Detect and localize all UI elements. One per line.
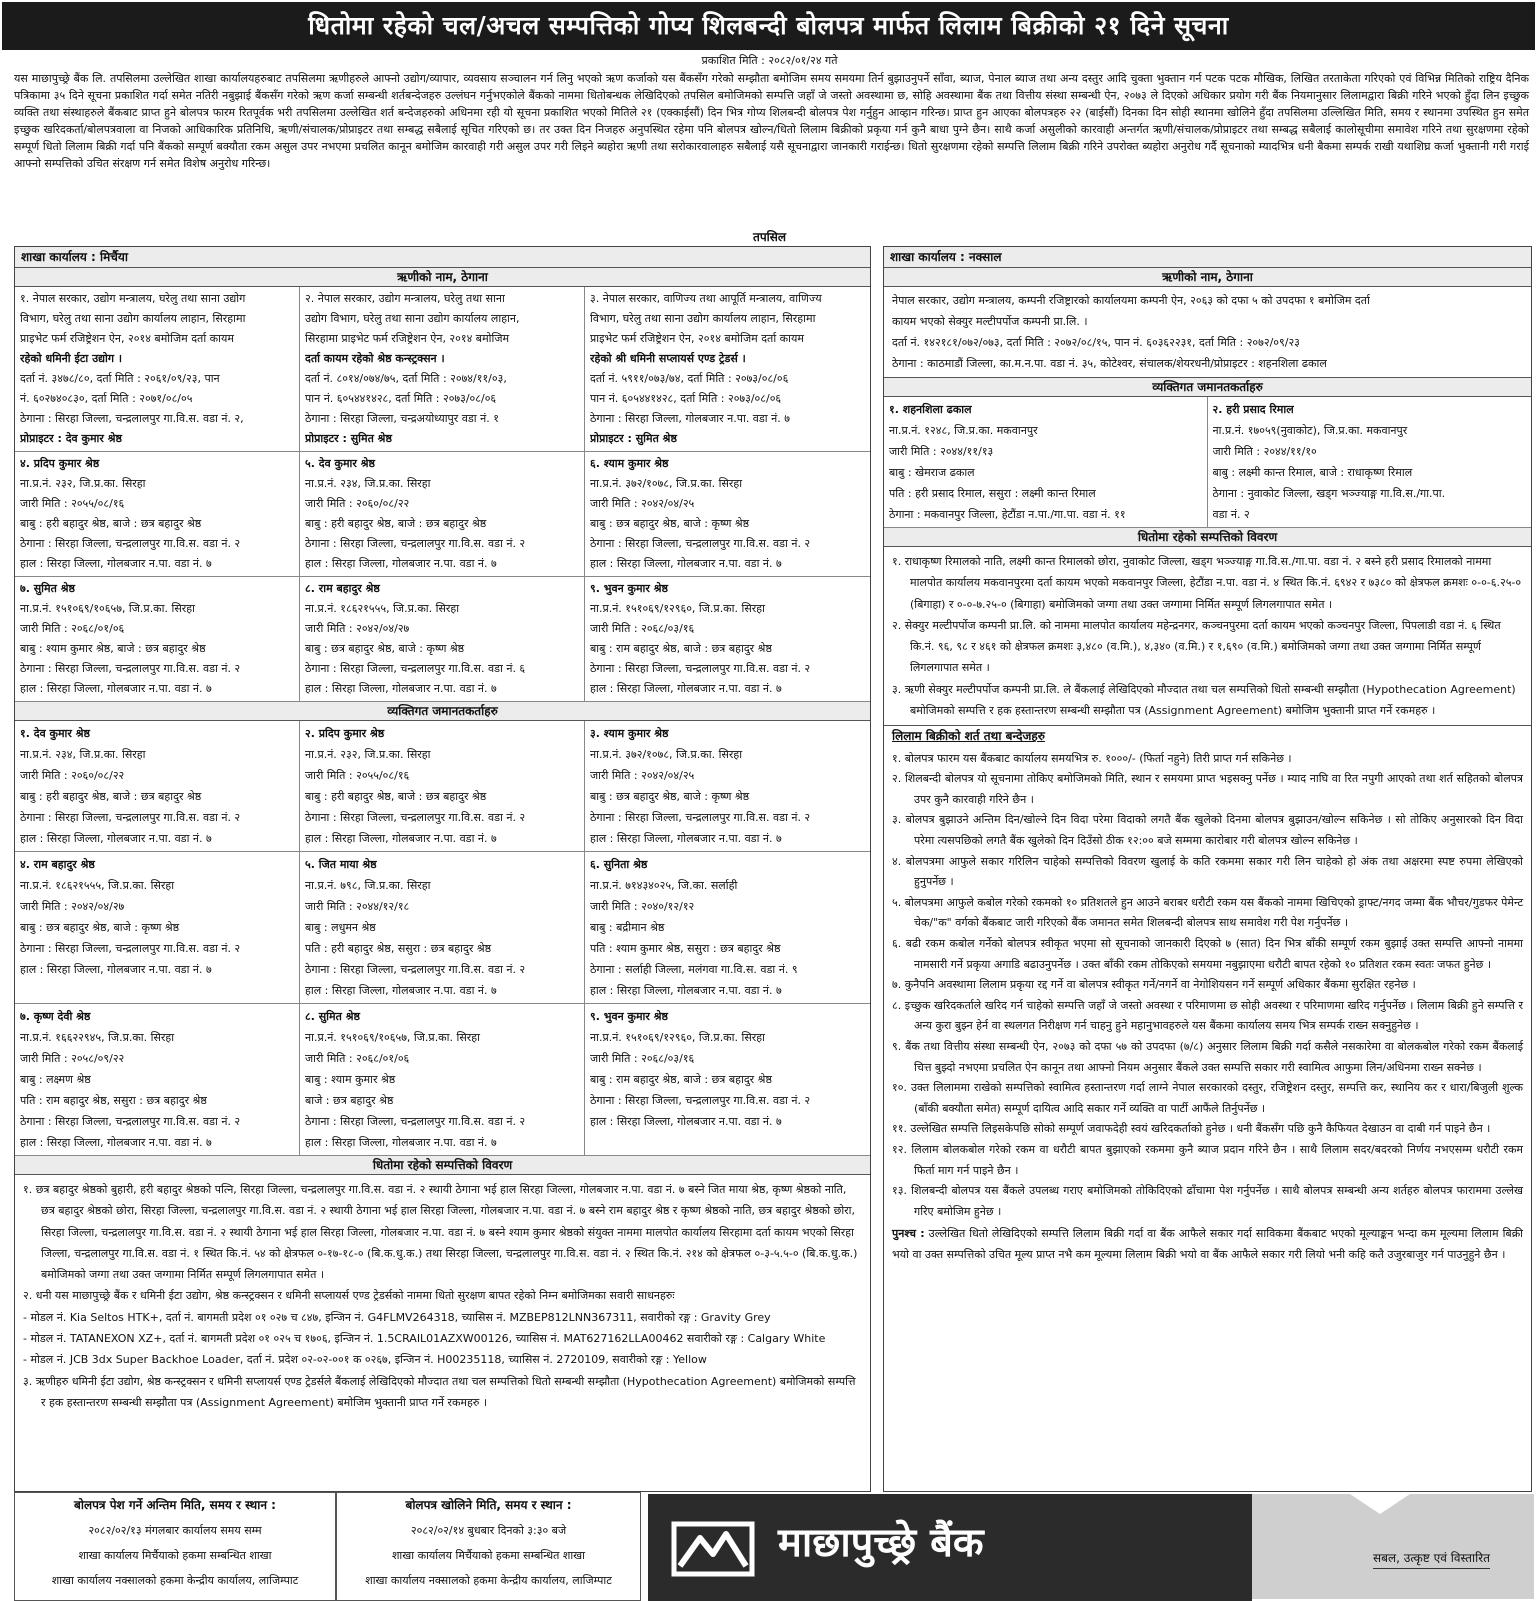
borrower-card [300, 287, 585, 452]
borrower-line: ४. प्रदिप कुमार श्रेष्ठ [20, 457, 100, 470]
opening-line: शाखा कार्यालय मिर्चैयाको हकमा सम्बन्धित शाखा [391, 1549, 586, 1562]
guarantor-heading: व्यक्तिगत जमानतकर्ताहरु [15, 702, 870, 721]
guarantor-line: बाबु : श्याम कुमार श्रेष्ठ [305, 1073, 396, 1086]
condition-item: ९. बैंक तथा वित्तीय संस्था सम्बन्धी ऐन, २०७३ को दफा ५७ को उपदफा (७/८) अनुसार लिलाम बिक्री गर्दा कसैले नसकारेमा वा बोलकबोल गरेको रकम बैंकलाई चित्त बुझ्दो नभएमा प्रचलित ऐन कानून तथा आफ्नो नियम अनुसार बैंकले उक्त सम्पत्ति सकार गरी स्वामित्व आफुमा लिन/अधिनमा राख्न सक्नेछ । [892, 1040, 1523, 1074]
borrower-line: बाबु : हरी बहादुर श्रेष्ठ, बाजे : छत्र बहादुर श्रेष्ठ [305, 517, 487, 530]
guarantor-line: जारी मिति : २०६८/०१/०६ [305, 1052, 410, 1065]
guarantor-line: ना.प्र.नं. १५१०६९/१२९६०, जि.प्र.का. सिरहा [590, 1031, 765, 1044]
guarantor-line: हाल : सिरहा जिल्ला, गोलबजार न.पा. वडा नं. ७ [20, 963, 212, 976]
guarantor-line: बाबु : बद्रीमान श्रेष्ठ [590, 921, 665, 934]
borrower-card [585, 287, 870, 452]
condition-item: ७. कुनैपनि अवस्थामा लिलाम प्रकृया रद्द गर्ने वा बोलपत्र स्वीकृत गर्ने/नगर्ने वा नेगोशियसन गर्ने सम्पूर्ण अधिकार बैंकमा सुरक्षित रहनेछ । [892, 978, 1416, 992]
guarantor-card [15, 852, 300, 1004]
borrower-line: नं. ६०२७४०८३०, दर्ता मिति : २०७१/०८/०५ [20, 392, 193, 405]
borrower-line: प्रोप्राइटर : देव कुमार श्रेष्ठ [20, 432, 122, 445]
property-item: ३. ऋणी सेक्युर मल्टीपर्पोज कम्पनी प्रा.लि. ले बैंकलाई लेखिदिएको मौज्दात तथा चल सम्पत्तिको धितो सम्बन्धी सम्झौता (Hypothecation Agreement) बमोजिमको सम्पत्ति र हक हस्तान्तरण सम्बन्धी सम्झौता पत्र (Assignment Agreement) बमोजिम भुक्तानी प्राप्त गर्ने रकमहरु । [892, 682, 1516, 718]
tagline-block [1252, 1494, 1534, 1599]
guarantor-line: हाल : सिरहा जिल्ला, गोलबजार न.पा. वडा नं. ७ [305, 832, 497, 845]
guarantor-line: ठेगाना : सिरहा जिल्ला, चन्द्रलालपुर गा.वि.स. वडा नं. २ [305, 811, 526, 824]
borrower-line: विभाग, घरेलु तथा साना उद्योग कार्यालय लाहान, सिरहामा [20, 312, 246, 325]
borrower-line: दर्ता नं. ३४७८/८०, दर्ता मिति : २०६१/०९/२३, पान [20, 372, 220, 385]
guarantor-line: ठेगाना : सिरहा जिल्ला, चन्द्रलालपुर गा.वि.स. वडा नं. २ [590, 811, 811, 824]
condition-item: ५. बोलपत्रमा आफुले कबोल गरेको रकमको १० प्रतिशतले हुन आउने बराबर धरौटी रकम यस बैंकको नाममा खिचिएको ड्राफ्ट/नगद जम्मा बैंक भौचर/गुडफर पेमेन्ट चेक/"क" वर्गको बैंकबाट जारी गरिएको बैंक जमानत समेत शिलबन्दी बोलपत्र साथ समावेश गरी पेश गर्नुपर्नेछ । [892, 895, 1523, 930]
guarantor-card [300, 721, 585, 852]
borrower-line: जारी मिति : २०६८/०३/१६ [590, 622, 695, 635]
borrower-grid [15, 287, 870, 702]
borrower-line: नेपाल सरकार, उद्योग मन्त्रालय, कम्पनी रजिष्ट्रारको कार्यालयमा कम्पनी ऐन, २०६३ को दफा ५ को उपदफा १ बमोजिम दर्ता [892, 294, 1370, 307]
guarantor-line: ठेगाना : सिरहा जिल्ला, चन्द्रलालपुर गा.वि.स. वडा नं. २ [305, 963, 526, 976]
guarantor-line: ३. श्याम कुमार श्रेष्ठ [590, 727, 669, 740]
borrower-line: प्राइभेट फर्म रजिष्ट्रेशन ऐन, २०१४ बमोजिम दर्ता कायम [20, 332, 234, 345]
borrower-card [585, 577, 870, 702]
borrower-line: १. नेपाल सरकार, उद्योग मन्त्रालय, घरेलु तथा साना उद्योग [20, 292, 246, 305]
borrower-line: ना.प्र.नं. २३४, जि.प्र.का. सिरहा [305, 477, 431, 490]
borrower-line: सिरहामा प्राइभेट फर्म रजिष्ट्रेशन ऐन, २०१४ बमोजिम [305, 332, 510, 345]
condition-item: १२. लिलाम बोलकबोल गरेको रकम वा धरौटी बापत बुझाएको रकममा कुनै ब्याज प्रदान गरिने छैन । साथै लिलाम सदर/बदरको निर्णय नभएसम्म धरौटी रकम फिर्ता माग गर्न पाइने छैन । [892, 1142, 1523, 1177]
borrower-line: ना.प्र.नं. १८६२१५५५, जि.प्र.का. सिरहा [305, 602, 460, 615]
opening-heading: बोलपत्र खोलिने मिति, समय र स्थान : [405, 1498, 572, 1512]
condition-item: २. शिलबन्दी बोलपत्र यो सूचनामा तोकिए बमोजिमको मिति, स्थान र समयमा प्राप्त भइसक्नु पर्नेछ । म्याद नाघि वा रित नपुगी आएको तथा शर्त सहितको बोलपत्र उपर कुनै कारवाही गरिने छैन । [892, 772, 1523, 806]
borrower-line: बाबु : राम बहादुर श्रेष्ठ, बाजे : छत्र बहादुर श्रेष्ठ [590, 642, 772, 655]
borrower-line: कायम भएको सेक्युर मल्टीपर्पोज कम्पनी प्रा.लि. । [892, 315, 1088, 328]
condition-item: १. बोलपत्र फारम यस बैंकबाट कार्यालय समयभित्र रु. १०००/- (फिर्ता नहुने) तिरी प्राप्त गर्न सकिनेछ । [892, 751, 1292, 765]
guarantor-line: जारी मिति : २०४४/११/१० [1212, 445, 1317, 458]
borrower-line: बाबु : हरी बहादुर श्रेष्ठ, बाजे : छत्र बहादुर श्रेष्ठ [20, 517, 202, 530]
borrower-line: पान नं. ६०५४४१४२८, दर्ता मिति : २०७३/०८/०६ [305, 392, 497, 405]
borrower-line: जारी मिति : २०६०/०८/२२ [305, 497, 410, 510]
guarantor-line: ठेगाना : सिरहा जिल्ला, चन्द्रलालपुर गा.वि.स. वडा नं. २ [305, 1115, 526, 1128]
guarantor-card [1208, 397, 1532, 528]
condition-item: ८. इच्छुक खरिदकर्ताले खरिद गर्न चाहेको सम्पत्ति जहाँ जे जस्तो अवस्था र परिमाणमा छ सोही अवस्था र परिमाणमा खरिद गर्नुपर्नेछ । लिलाम बिक्री हुने सम्पत्ति र अन्य कुरा बुझ्न हेर्न वा स्थलगत निरीक्षण गर्न चाहनु हुने महानुभावहरुले यस बैंकमा कार्यालय समय भित्र सम्पर्क राख्न सक्नुहुनेछ । [892, 998, 1523, 1033]
borrower-card [15, 452, 300, 577]
naxal-branch-panel [883, 246, 1532, 1492]
guarantor-line: ठेगाना : सिरहा जिल्ला, चन्द्रलालपुर गा.वि.स. वडा नं. २ [20, 942, 241, 955]
postscript-label: पुनश्च : [892, 1227, 925, 1241]
borrower-line: बाबु : श्याम कुमार श्रेष्ठ, बाजे : छत्र बहादुर श्रेष्ठ [20, 642, 206, 655]
submission-line: शाखा कार्यालय नक्सालको हकमा केन्द्रीय कार्यालय, लाजिम्पाट [51, 1574, 299, 1587]
borrower-line: प्रोप्राइटर : सुमित श्रेष्ठ [305, 432, 392, 445]
borrower-line: २. नेपाल सरकार, उद्योग मन्त्रालय, घरेलु तथा साना [305, 292, 505, 305]
borrower-line: रहेको धमिनी ईटा उद्योग । [20, 352, 123, 365]
borrower-line: हाल : सिरहा जिल्ला, गोलबजार न.पा. वडा नं. ७ [305, 557, 497, 570]
guarantor-line: बाजे : छत्र बहादुर श्रेष्ठ [305, 1094, 394, 1107]
borrower-line: ठेगाना : सिरहा जिल्ला, चन्द्रलालपुर गा.वि.स. वडा नं. २, [20, 412, 244, 425]
property-item: ३. ऋणीहरु धमिनी ईटा उद्योग, श्रेष्ठ कन्स्ट्रक्सन र धमिनी सप्लायर्स एण्ड ट्रेडर्सले बैंकलाई लेखिदिएको मौज्दात तथा चल सम्पत्तिको धितो सम्बन्धी सम्झौता (Hypothecation Agreement) बमोजिमको सम्पत्ति र हक हस्तान्तरण सम्बन्धी सम्झौता पत्र (Assignment Agreement) बमोजिम भुक्तानी प्राप्त गर्ने रकमहरु । [23, 1374, 856, 1409]
submission-line: शाखा कार्यालय मिर्चैयाको हकमा सम्बन्धित शाखा [78, 1549, 272, 1562]
borrower-line: ठेगाना : सिरहा जिल्ला, गोलबजार न.पा. वडा नं. ७ [590, 412, 790, 425]
guarantor-card [300, 852, 585, 1004]
guarantor-line: जारी मिति : २०४४/१२/१८ [305, 900, 410, 913]
property-item: २. धनी यस माछापुच्छ्रे बैंक र धमिनी ईटा उद्योग, श्रेष्ठ कन्स्ट्रक्सन र धमिनी सप्लायर्स एण्ड ट्रेडर्सको नाममा धितो सुरक्षण बापत रहेको निम्न बमोजिमका सवारी साधनहरुः [23, 1289, 675, 1303]
guarantor-line: ठेगाना : मकवानपुर जिल्ला, हेटौंडा न.पा./गा.पा. वडा नं. ११ [889, 508, 1126, 521]
property-heading: धितोमा रहेको सम्पत्तिको विवरण [884, 528, 1531, 547]
borrower-line: हाल : सिरहा जिल्ला, गोलबजार न.पा. वडा नं. ७ [20, 682, 212, 695]
borrower-line: रहेको श्री धमिनी सप्लायर्स एण्ड ट्रेडर्स । [590, 352, 746, 365]
guarantor-line: हाल : सिरहा जिल्ला, गोलबजार न.पा. वडा नं. ७ [20, 832, 212, 845]
borrower-line: ३. नेपाल सरकार, वाणिज्य तथा आपूर्ति मन्त्रालय, वाणिज्य [590, 292, 822, 305]
opening-date-box [336, 1492, 641, 1601]
borrower-line: ६. श्याम कुमार श्रेष्ठ [590, 457, 669, 470]
postscript-text: उल्लेखित धितो लेखिदिएको सम्पत्ति लिलाम बिक्री गर्दा वा बैंक आफैले सकार गर्दा साविकमा बैंकबाट भएको मूल्याङ्कन भन्दा कम मूल्यमा लिलाम बिक्री भयो वा उक्त सम्पत्तिको उचित मूल्य प्राप्त नभै कम मूल्यमा लिलाम बिक्री भयो वा बैंक आफैले सकार गरी लियो भनी कहि कतै उजुरबाजुर गर्न पाउनुहुने छैन । [892, 1227, 1523, 1261]
property-item: १. राधाकृष्ण रिमालको नाति, लक्ष्मी कान्त रिमालको छोरा, नुवाकोट जिल्ला, खड्ग भञ्ज्याङ्ग गा.वि.स./गा.पा. वडा नं. २ बस्ने हरी प्रसाद रिमालको नाममा मालपोत कार्यालय मकवानपुरमा दर्ता कायम भएको मकवानपुर जिल्ला, हेटौंडा न.पा. वडा नं. ४ स्थित कि.नं. ६९४२ र ७३८० को क्षेत्रफल क्रमशः ०-०-६.२५-० (बिगाहा) र ०-०-७.२५-० (बिगाहा) बमोजिमको जग्गा तथा उक्त जग्गामा निर्मित सम्पूर्ण लिगलगापात समेत । [892, 555, 1522, 611]
borrower-line: दर्ता नं. ५९११/०७३/७४, दर्ता मिति : २०७३/०८/०६ [590, 372, 789, 385]
guarantor-line: ना.प्र.नं. ३७२/१०७८, जि.प्र.का. सिरहा [590, 748, 743, 761]
tagline-notch [1350, 1494, 1410, 1514]
borrower-line: विभाग, घरेलु तथा साना उद्योग कार्यालय लाहान, सिरहामा [590, 312, 816, 325]
postscript [884, 1224, 1531, 1267]
guarantor-line: हाल : सिरहा जिल्ला, गोलबजार न.पा. वडा नं. ७ [590, 1115, 782, 1128]
condition-item: ६. बढी रकम कबोल गर्नेको बोलपत्र स्वीकृत भएमा सो सूचनाको जानकारी दिएको ७ (सात) दिन भित्र बाँकी सम्पूर्ण रकम बुझाई उक्त सम्पत्ति आफ्नो नाममा नामसारी गर्ने प्रकृया अगाडि बढाउनुपर्नेछ । उक्त बाँकी रकम तोकिएको समयमा नबुझाएमा धरौटी बापत रहेको १० प्रतिशत रकम स्वतः जफत हुनेछ । [892, 937, 1523, 971]
borrower-line: ठेगाना : सिरहा जिल्ला, चन्द्रलालपुर गा.वि.स. वडा नं. २ [590, 662, 811, 675]
borrower-line: प्रोप्राइटर : सुमित श्रेष्ठ [590, 432, 677, 445]
property-item: - मोडल नं. Kia Seltos HTK+, दर्ता नं. बागमती प्रदेश ०१ ०२७ च ८४७, इन्जिन नं. G4FLMV264318, च्यासिस नं. MZBEP812LNN367311, सवारीको रङ्ग : Gravity Grey [23, 1310, 771, 1324]
guarantor-card [585, 852, 870, 1004]
guarantor-line: पति : हरी प्रसाद रिमाल, ससुरा : लक्ष्मी कान्त रिमाल [889, 487, 1096, 500]
guarantor-line: १. शहनशिला ढकाल [889, 403, 972, 416]
guarantor-line: बाबु : हरी बहादुर श्रेष्ठ, बाजे : छत्र बहादुर श्रेष्ठ [20, 790, 202, 803]
borrower-line: प्राइभेट फर्म रजिष्ट्रेशन ऐन, २०१४ बमोजिम दर्ता कायम [590, 332, 804, 345]
guarantor-line: हाल : सिरहा जिल्ला, गोलबजार न.पा. वडा नं. ७ [20, 1136, 212, 1149]
guarantor-line: ८. सुमित श्रेष्ठ [305, 1010, 360, 1023]
bank-name: माछापुच्छ्रे बैंक [778, 1520, 984, 1566]
guarantor-line: जारी मिति : २०५५/०८/१६ [305, 769, 410, 782]
borrower-heading: ऋणीको नाम, ठेगाना [884, 268, 1531, 287]
condition-item: ३. बोलपत्र बुझाउने अन्तिम दिन/खोल्ने दिन विदा परेमा विदाको लगतै बैंक खुलेको दिनमा बोलपत्र बुझाउन/खोल्न सकिनेछ । सो तोकिए अनुसारको दिन विदा परेमा त्यसपछिको लगतै बैंक खुलेको दिन दिउँसो ठीक १२:०० बजे सम्ममा कारोबार गरी बोलपत्र खोल्न सकिनेछ । [892, 813, 1523, 848]
borrower-line: दर्ता नं. ८०१४/०७४/७५, दर्ता मिति : २०७४/११/०३, [305, 372, 507, 385]
borrower-line: हाल : सिरहा जिल्ला, गोलबजार न.पा. वडा नं. ७ [20, 557, 212, 570]
borrower-line: ठेगाना : सिरहा जिल्ला, चन्द्रअयोध्यापुर वडा नं. १ [305, 412, 499, 425]
guarantor-line: ६. सुनिता श्रेष्ठ [590, 858, 648, 871]
branch-heading: शाखा कार्यालय : नक्साल [884, 247, 1531, 268]
guarantor-line: जारी मिति : २०४२/०४/२७ [20, 900, 125, 913]
guarantor-line: जारी मिति : २०५८/०९/२२ [20, 1052, 125, 1065]
conditions-list [884, 747, 1531, 1225]
bank-tagline: सबल, उत्कृष्ट एवं विस्तारित [1373, 1550, 1490, 1569]
property-item: १. छत्र बहादुर श्रेष्ठको बुहारी, हरी बहादुर श्रेष्ठको पत्नि, सिरहा जिल्ला, चन्द्रलालपुर गा.वि.स. वडा नं. २ स्थायी ठेगाना भई हाल सिरहा जिल्ला, गोलबजार न.पा. वडा नं. ७ बस्ने जित माया श्रेष्ठ, कृष्ण श्रेष्ठको नाति, छत्र बहादुर श्रेष्ठको छोरा, सिरहा जिल्ला, चन्द्रलालपुर गा.वि.स. वडा नं. २ स्थायी ठेगाना भई हाल सिरहा जिल्ला, गोलबजार न.पा. वडा नं. ७ बस्ने राम बहादुर श्रेष्ठ र कृष्ण श्रेष्ठको नाति, छत्र बहादुर श्रेष्ठको छोरा, सिरहा जिल्ला, चन्द्रलालपुर गा.वि.स. वडा नं. २ स्थायी ठेगाना भई हाल सिरहा जिल्ला, गोलबजार न.पा. वडा नं. ७ बस्ने श्याम कुमार श्रेष्ठको संयुक्त नाममा मालपोत कार्यालय सिरहामा दर्ता कायम भएको सिरहा जिल्ला, चन्द्रलालपुर गा.वि.स. वडा नं. १ स्थित कि.नं. ५४ को क्षेत्रफल ०-१७-१८-० (बि.क.धु.क.) तथा सिरहा जिल्ला, चन्द्रलालपुर गा.वि.स. वडा नं. २ स्थित कि.नं. २१४ को क्षेत्रफल ०-३-५.५-० (बि.क.धु.क.) बमोजिमको जग्गा तथा उक्त जग्गामा निर्मित सम्पूर्ण लिगलगापात समेत । [23, 1183, 858, 1282]
borrower-card [15, 287, 300, 452]
guarantor-line: पति : राम बहादुर श्रेष्ठ, ससुरा : छत्र बहादुर श्रेष्ठ [20, 1094, 207, 1107]
borrower-line: ठेगाना : सिरहा जिल्ला, चन्द्रलालपुर गा.वि.स. वडा नं. ६ [305, 662, 526, 675]
borrower-line: जारी मिति : २०६८/०१/०६ [20, 622, 125, 635]
guarantor-line: बाबु : लक्ष्मी कान्त रिमाल, बाजे : राधाकृष्ण रिमाल [1212, 466, 1413, 479]
guarantor-line: जारी मिति : २०४४/११/१३ [889, 445, 994, 458]
borrower-line: जारी मिति : २०५५/०८/१६ [20, 497, 125, 510]
guarantor-line: पति : हरी बहादुर श्रेष्ठ, ससुरा : छत्र बहादुर श्रेष्ठ [305, 942, 492, 955]
borrower-card [300, 577, 585, 702]
guarantor-line: ना.प्र.नं. १२४८, जि.प्र.का. मकवानपुर [889, 424, 1038, 437]
property-list [15, 1175, 870, 1417]
guarantor-line: जारी मिति : २०६०/०८/२२ [20, 769, 125, 782]
condition-item: ४. बोलपत्रमा आफुले सकार गरिलिन चाहेको सम्पत्तिको विवरण खुलाई के कति रकममा सकार गरी लिन चाहेको हो अंक तथा अक्षरमा स्पष्ट रुपमा लेखिएको हुनुपर्नेछ । [892, 854, 1523, 889]
property-heading: धितोमा रहेको सम्पत्तिको विवरण [15, 1156, 870, 1175]
guarantor-line: ठेगाना : सिरहा जिल्ला, चन्द्रलालपुर गा.वि.स. वडा नं. २ [590, 1094, 811, 1107]
submission-line: २०८२/०२/१३ मंगलबार कार्यालय समय सम्म [88, 1524, 262, 1537]
borrower-card [585, 452, 870, 577]
borrower-line: पान नं. ६०५४४१४२८, दर्ता मिति : २०७३/०८/०६ [590, 392, 782, 405]
guarantor-line: हाल : सिरहा जिल्ला, गोलबजार न.पा. वडा नं. ७ [590, 832, 782, 845]
opening-line: शाखा कार्यालय नक्सालको हकमा केन्द्रीय कार्यालय, लाजिम्पाट [365, 1574, 612, 1587]
condition-item: १०. उक्त लिलाममा राखेको सम्पत्तिको स्वामित्व हस्तान्तरण गर्दा लाग्ने नेपाल सरकारको दस्तुर, रजिष्ट्रेशन दस्तुर, सम्पत्ति कर, स्थानिय कर र धारा/बिजुली शुल्क (बाँकी बक्यौता समेत) सम्पूर्ण दायित्व आदि सकार गर्ने व्यक्ति वा पार्टी आफैंले तिर्नुपर्नेछ । [892, 1081, 1523, 1115]
borrower-line: ठेगाना : सिरहा जिल्ला, चन्द्रलालपुर गा.वि.स. वडा नं. २ [305, 537, 526, 550]
branch-heading: शाखा कार्यालय : मिर्चैया [15, 247, 870, 268]
guarantor-card [15, 1004, 300, 1156]
borrower-line: ५. देव कुमार श्रेष्ठ [305, 457, 375, 470]
borrower-card [15, 577, 300, 702]
guarantor-line: बाबु : छत्र बहादुर श्रेष्ठ, बाजे : कृष्ण श्रेष्ठ [590, 790, 750, 803]
guarantor-line: ठेगाना : नुवाकोट जिल्ला, खड्ग भञ्ज्याङ्ग गा.वि.स./गा.पा. [1212, 487, 1446, 500]
guarantor-line: २. हरी प्रसाद रिमाल [1212, 403, 1294, 416]
guarantor-line: ना.प्र.नं. १५१०६९/१०६५७, जि.प्र.का. सिरहा [305, 1031, 480, 1044]
borrower-line: ना.प्र.नं. १५१०६९/१२९६०, जि.प्र.का. सिरहा [590, 602, 765, 615]
guarantor-line: ७. कृष्ण देवी श्रेष्ठ [20, 1010, 91, 1023]
guarantor-line: हाल : सिरहा जिल्ला, गोलबजार न.पा. वडा नं. ७ [305, 984, 497, 997]
guarantor-line: ९. भुवन कुमार श्रेष्ठ [590, 1010, 668, 1023]
guarantor-line: ठेगाना : सिरहा जिल्ला, चन्द्रलालपुर गा.वि.स. वडा नं. २ [20, 1115, 241, 1128]
borrower-card [300, 452, 585, 577]
submission-deadline-box [14, 1492, 336, 1601]
property-list [884, 547, 1531, 725]
borrower-line: ठेगाना : सिरहा जिल्ला, चन्द्रलालपुर गा.वि.स. वडा नं. २ [20, 537, 241, 550]
guarantor-line: १. देव कुमार श्रेष्ठ [20, 727, 90, 740]
intro-paragraph: यस माछापुच्छ्रे बैंक लि. तपसिलमा उल्लेखित शाखा कार्यालयहरुबाट तपसिलमा ऋणीहरुले आफ्नो उद्योग/व्यापार, व्यवसाय सञ्चालन गर्न लिनु भएको ऋण कर्जाको यस बैंकसँग गरेको सम्झौता बमोजिम समय समयमा तिर्न बुझाउनुपर्ने साँवा, ब्याज, पेनाल ब्याज तथा अन्य दस्तुर आदि चुक्ता भुक्तान गर्न पटक पटक मौखिक, लिखित तरताकेता गरिएको एवं विभिन्न मितिको राष्ट्रिय दैनिक पत्रिकामा ३५ दिने सूचना प्रकाशित गर्दा समेत नतिरी नबुझाई बैंकसँग गरेको ऋण कर्जा सम्बन्धी शर्तबन्देजहरु उल्लंघन गर्नुभएकोले बैंकको नाममा धितोबन्धक लेखिदिएको तपसिल बमोजिमको सम्पत्ति जहाँ जे जस्तो अवस्थामा छ, सोहि अवस्थामा बैंक तथा वित्तीय संस्था सम्बन्धी ऐन, २०७३ ले दिएको अधिकार प्रयोग गरी बैंक नियमानुसार लिलामद्वारा बिक्री गरिने भएको हुँदा लिन इच्छुक व्यक्ति तथा संस्थाहरुले बैंकबाट प्राप्त हुने बोलपत्र फारम रितपूर्वक भरी तपसिलमा उल्लेखित शर्त बन्देजहरुको अधिनमा रही यो सूचना प्रकाशित भएको मितिले २१ (एक्काईसौं) दिन भित्र गोप्य शिलबन्दी बोलपत्र पेश गर्नुहुन आव्हान गरिन्छ। प्राप्त हुन आएका बोलपत्रहरु २२ (बाईसौं) दिनका दिन सोही स्थानमा खोलिने हुँदा तपसिलमा उल्लिखित मिति, समय र स्थानमा उपस्थित हुन समेत इच्छुक खरिदकर्ता/बोलपत्रवाला वा निजको आधिकारिक प्रतिनिधि, ऋणी/संचालक/प्रोप्राइटर तथा सम्बद्ध सबैलाई सूचित गरिएको छ। तर उक्त दिन निजहरु अनुपस्थित रहेमा पनि बोलपत्र खोल्न/धितो लिलाम बिक्रीको प्रकृया गर्न कुनै बाधा पुग्ने छैन। साथै कर्जा असुलीको कारवाही अन्तर्गत ऋणी/संचालक/प्रोप्राइटर तथा सम्बद्ध सबैलाई कालोसूचीमा समावेश गरिने तथा सुरक्षणमा रहेको सम्पूर्ण धितो लिलाम बिक्री गर्दा पनि बैंकको सम्पूर्ण बक्यौता रकम असुल उपर नभएमा प्रचलित कानून बमोजिम कारवाही गरी असुल उपर गरी लिइने ब्यहोरा ऋणी तथा सरोकारवालाहरु सबैलाई यसै सूचनाद्वारा जानकारी गराईन्छ। धितो सुरक्षणमा रहेको सम्पत्ति लिलाम बिक्री गरिने उपरोक्त ब्यहोरा अनुरोध गर्दै सूचनाको म्यादभित्र धनी बैकमा सम्पर्क राखी यथाशिघ्र कर्जा भुक्तानी गरी गराई आफ्नो सम्पत्तिको उचित संरक्षण गर्न समेत विशेष अनुरोध गरिन्छ। [14, 72, 1529, 171]
condition-item: १३. शिलबन्दी बोलपत्र यस बैंकले उपलब्ध गराए बमोजिमको तोकिदिएको ढाँचामा पेश गर्नुपर्नेछ । साथै बोलपत्र सम्बन्धी अन्य शर्तहरु बोलपत्र फाराममा उल्लेख गरिए बमोजिम हुनेछ । [892, 1184, 1523, 1218]
mirchaiya-branch-panel [14, 246, 871, 1492]
guarantor-card [300, 1004, 585, 1156]
published-date: प्रकाशित मिति : २०८२/०१/२४ गते [701, 54, 838, 67]
guarantor-line: बाबु : राम बहादुर श्रेष्ठ, बाजे : छत्र बहादुर श्रेष्ठ [590, 1073, 772, 1086]
borrower-line: ना.प्र.नं. २३२, जि.प्र.का. सिरहा [20, 477, 146, 490]
guarantor-line: ना.प्र.नं. १८६२१५५५, जि.प्र.का. सिरहा [20, 879, 175, 892]
borrower-line: ठेगाना : सिरहा जिल्ला, चन्द्रलालपुर गा.वि.स. वडा नं. २ [590, 537, 811, 550]
mountain-logo-icon [670, 1520, 756, 1578]
schedule-label: तपसिल [752, 230, 786, 244]
guarantor-card [585, 721, 870, 852]
guarantor-line: ना.प्र.नं. ७९८, जि.प्र.का. सिरहा [305, 879, 431, 892]
guarantor-line: जारी मिति : २०६८/०३/१६ [590, 1052, 695, 1065]
notice-title: धितोमा रहेको चल/अचल सम्पत्तिको गोप्य शिलबन्दी बोलपत्र मार्फत लिलाम बिक्रीको २१ दिने सूचना [2, 2, 1535, 50]
borrower-line: दर्ता नं. १४२१८१/०७२/०७३, दर्ता मिति : २०७२/०८/१५, पान नं. ६०३६२२३१, दर्ता मिति : २०७२/०९/२३ [892, 336, 1300, 349]
borrower-line: दर्ता कायम रहेको श्रेष्ठ कन्स्ट्रक्सन । [305, 352, 445, 365]
guarantor-line: हाल : सिरहा जिल्ला, गोलबजार न.पा. वडा नं. ७ [590, 984, 782, 997]
guarantor-line: बाबु : खेमराज ढकाल [889, 466, 975, 479]
property-item: २. सेक्युर मल्टीपर्पोज कम्पनी प्रा.लि. को नाममा मालपोत कार्यालय महेन्द्रनगर, कञ्चनपुरमा दर्ता कायम भएको कञ्चनपुर जिल्ला, पिपलाडी वडा नं. ६ स्थित कि.नं. ९६, ९८ र ४६१ को क्षेत्रफल क्रमशः ३,४८० (व.मि.), ४,३४० (व.मि.) र १,६९० (व.मि.) बमोजिमको जग्गा तथा उक्त जग्गामा निर्मित सम्पूर्ण लिगलगापात समेत । [892, 618, 1501, 675]
guarantor-line: ५. जित माया श्रेष्ठ [305, 858, 377, 871]
bank-brand-block [648, 1494, 1252, 1601]
borrower-line: बाबु : छत्र बहादुर श्रेष्ठ, बाजे : कृष्ण श्रेष्ठ [305, 642, 465, 655]
guarantor-line: जारी मिति : २०४०/१२/१२ [590, 900, 695, 913]
guarantor-line: बाबु : लक्ष्मण श्रेष्ठ [20, 1073, 91, 1086]
guarantor-line: हाल : सिरहा जिल्ला, गोलबजार न.पा. वडा नं. ७ [305, 1136, 497, 1149]
submission-heading: बोलपत्र पेश गर्ने अन्तिम मिति, समय र स्थान : [74, 1498, 276, 1512]
guarantor-line: ४. राम बहादुर श्रेष्ठ [20, 858, 95, 871]
borrower-line: ८. राम बहादुर श्रेष्ठ [305, 582, 380, 595]
guarantor-grid [884, 397, 1531, 528]
borrower-line: बाबु : छत्र बहादुर श्रेष्ठ, बाजे : कृष्ण श्रेष्ठ [590, 517, 750, 530]
borrower-line: उद्योग विभाग, घरेलु तथा साना उद्योग कार्यालय लाहान, [305, 312, 520, 325]
guarantor-heading: व्यक्तिगत जमानतकर्ताहरु [884, 378, 1531, 397]
guarantor-card [585, 1004, 870, 1156]
borrower-line: जारी मिति : २०४२/०४/२५ [590, 497, 695, 510]
guarantor-line: जारी मिति : २०४२/०४/२५ [590, 769, 695, 782]
guarantor-line: ना.प्र.नं. १७०५९(नुवाकोट), जि.प्र.का. मकवानपुर [1212, 424, 1408, 437]
guarantor-line: बाबु : हरी बहादुर श्रेष्ठ, बाजे : छत्र बहादुर श्रेष्ठ [305, 790, 487, 803]
guarantor-line: ना.प्र.नं. ७१४३४०२५, जि.का. सर्लाही [590, 879, 738, 892]
borrower-line: हाल : सिरहा जिल्ला, गोलबजार न.पा. वडा नं. ७ [590, 682, 782, 695]
borrower-line: ना.प्र.नं. ३७२/१०७८, जि.प्र.का. सिरहा [590, 477, 743, 490]
borrower-line: ठेगाना : सिरहा जिल्ला, चन्द्रलालपुर गा.वि.स. वडा नं. २ [20, 662, 241, 675]
guarantor-line: वडा नं. २ [1212, 508, 1250, 521]
guarantor-line: ठेगाना : सर्लाही जिल्ला, मलंगवा गा.वि.स. वडा नं. ९ [590, 963, 798, 976]
guarantor-line: ना.प्र.नं. २३४, जि.प्र.का. सिरहा [20, 748, 146, 761]
borrower-line: हाल : सिरहा जिल्ला, गोलबजार न.पा. वडा नं. ७ [590, 557, 782, 570]
borrower-line: जारी मिति : २०४२/०४/२७ [305, 622, 410, 635]
borrower-line: ना.प्र.नं. १५१०६९/१०६५७, जि.प्र.का. सिरहा [20, 602, 195, 615]
conditions-heading: लिलाम बिक्रीको शर्त तथा बन्देजहरु [884, 725, 1531, 746]
guarantor-line: २. प्रदिप कुमार श्रेष्ठ [305, 727, 385, 740]
borrower-line: हाल : सिरहा जिल्ला, गोलबजार न.पा. वडा नं. ७ [305, 682, 497, 695]
property-item: - मोडल नं. TATANEXON XZ+, दर्ता नं. बागमती प्रदेश ०१ ०२५ च १७०६, इन्जिन नं. 1.5CRAIL01AZXW00126, च्यासिस नं. MAT627162LLA00462 सवारीको रङ्ग : Calgary White [23, 1332, 826, 1346]
guarantor-line: ना.प्र.नं. १६६२२९४५, जि.प्र.का. सिरहा [20, 1031, 175, 1044]
borrower-heading: ऋणीको नाम, ठेगाना [15, 268, 870, 287]
guarantor-line: ठेगाना : सिरहा जिल्ला, चन्द्रलालपुर गा.वि.स. वडा नं. २ [20, 811, 241, 824]
guarantor-line: पति : श्याम कुमार श्रेष्ठ, ससुरा : छत्र बहादुर श्रेष्ठ [590, 942, 781, 955]
borrower-line: ठेगाना : काठमाडौं जिल्ला, का.म.न.पा. वडा नं. ३५, कोटेश्वर, संचालक/शेयरधनी/प्रोप्राइटर : शहनशिला ढकाल [892, 357, 1327, 370]
guarantor-grid [15, 721, 870, 1156]
borrower-line: ७. सुमित श्रेष्ठ [20, 582, 75, 595]
guarantor-card [884, 397, 1208, 528]
guarantor-line: बाबु : लधुमन श्रेष्ठ [305, 921, 376, 934]
property-item: - मोडल नं. JCB 3dx Super Backhoe Loader, दर्ता नं. प्रदेश ०२-०२-००१ क ०२६७, इन्जिन नं. H00235118, च्यासिस नं. 2720109, सवारीको रङ्ग : Yellow [23, 1353, 707, 1367]
guarantor-card [15, 721, 300, 852]
condition-item: ११. उल्लेखित सम्पत्ति लिइसकेपछि सोको सम्पूर्ण जवाफदेही स्वयं खरिदकर्ताको हुनेछ । धनी बैंकसँग पछि कुनै कैफियत देखाउन वा दाबी गर्न पाइने छैन । [892, 1122, 1491, 1136]
borrower-line: ९. भुवन कुमार श्रेष्ठ [590, 582, 668, 595]
borrower-details [884, 287, 1531, 378]
opening-line: २०८२/०२/१४ बुधबार दिनको ३:३० बजे [410, 1524, 567, 1537]
guarantor-line: बाबु : छत्र बहादुर श्रेष्ठ, बाजे : कृष्ण श्रेष्ठ [20, 921, 180, 934]
guarantor-line: ना.प्र.नं. २३२, जि.प्र.का. सिरहा [305, 748, 431, 761]
